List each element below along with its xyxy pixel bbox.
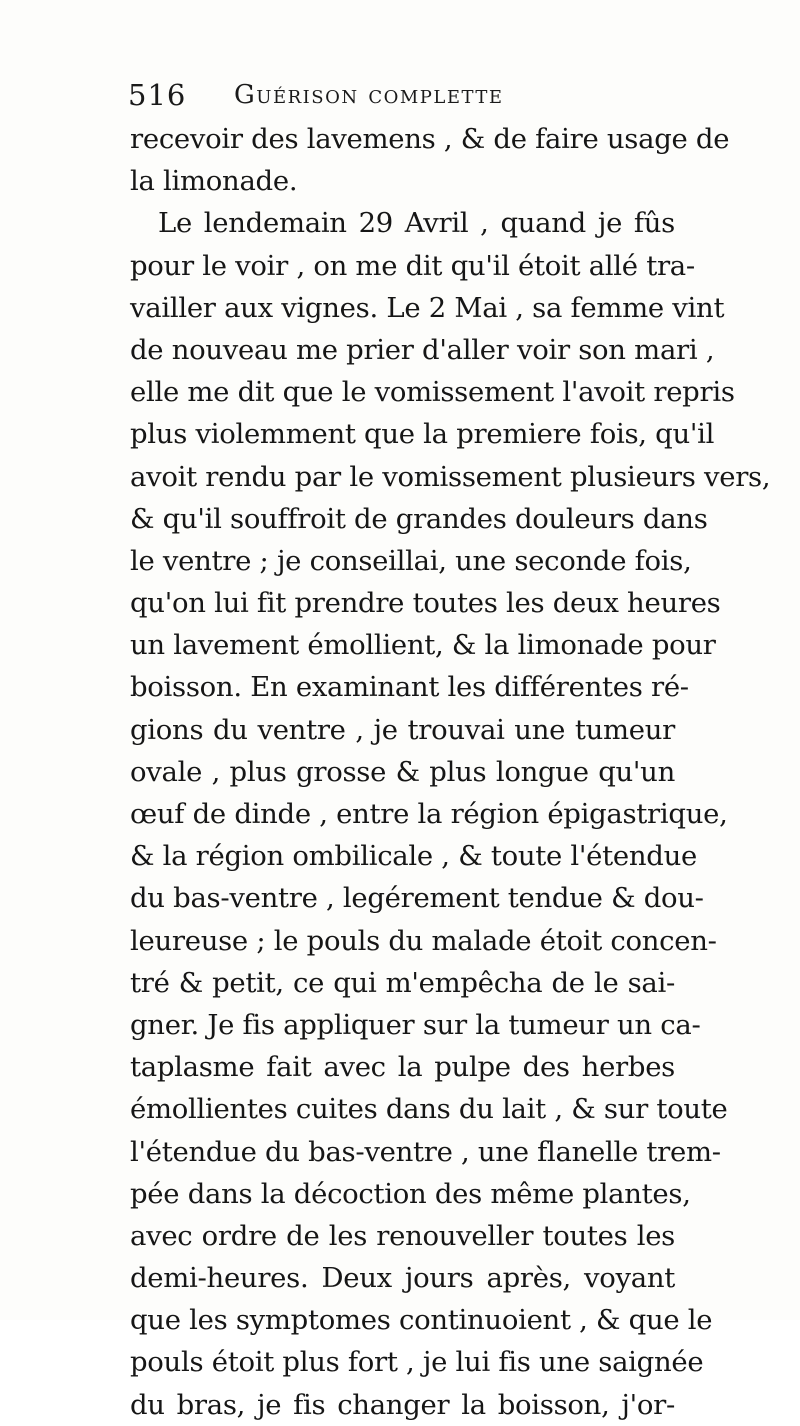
text-line: du bas-ventre , legérement tendue & dou-: [130, 882, 704, 915]
text-line: elle me dit que le vomissement l'avoit repris: [130, 376, 735, 409]
text-line: demi-heures. Deux jours après, voyant: [130, 1262, 675, 1295]
text-line: un lavement émollient, & la limonade pour: [130, 629, 716, 662]
text-line: que les symptomes continuoient , & que le: [130, 1304, 713, 1337]
text-line: du bras, je fis changer la boisson, j'or-: [130, 1388, 675, 1421]
text-line: pouls étoit plus fort , je lui fis une saignée: [130, 1346, 704, 1379]
text-line: émollientes cuites dans du lait , & sur toute: [130, 1093, 728, 1126]
page-number: 516: [128, 78, 187, 112]
text-line: gner. Je fis appliquer sur la tumeur un ca-: [130, 1008, 701, 1041]
running-head: Guérison complette: [234, 80, 504, 110]
text-line: pée dans la décoction des même plantes,: [130, 1177, 691, 1210]
text-line: & qu'il souffroit de grandes douleurs dans: [130, 502, 708, 535]
text-line: vailler aux vignes. Le 2 Mai , sa femme vint: [130, 291, 725, 324]
text-line: taplasme fait avec la pulpe des herbes: [130, 1051, 675, 1084]
text-line: gions du ventre , je trouvai une tumeur: [130, 713, 675, 746]
text-line: Le lendemain 29 Avril , quand je fûs: [158, 207, 675, 240]
text-line: recevoir des lavemens , & de faire usage de: [130, 123, 730, 155]
text-line: l'étendue du bas-ventre , une flanelle trem-: [130, 1135, 721, 1168]
text-line: leureuse ; le pouls du malade étoit concen-: [130, 924, 717, 957]
text-line: le ventre ; je conseillai, une seconde fois,: [130, 544, 692, 577]
text-line: de nouveau me prier d'aller voir son mari ,: [130, 333, 715, 366]
page-header: [128, 78, 668, 120]
text-line: plus violemment que la premiere fois, qu'il: [130, 418, 715, 451]
text-line: œuf de dinde , entre la région épigastrique,: [130, 798, 728, 830]
text-line: pour le voir , on me dit qu'il étoit allé tra-: [130, 249, 695, 282]
text-line: avec ordre de les renouveller toutes les: [130, 1219, 675, 1252]
text-line: & la région ombilicale , & toute l'étendue: [130, 840, 697, 873]
text-line: avoit rendu par le vomissement plusieurs vers,: [130, 460, 771, 493]
text-line: ovale , plus grosse & plus longue qu'un: [130, 755, 675, 788]
body-text: [130, 118, 771, 1426]
text-line: tré & petit, ce qui m'empêcha de le sai-: [130, 966, 675, 999]
text-line: boisson. En examinant les différentes ré-: [130, 671, 689, 704]
text-line: qu'on lui fit prendre toutes les deux heures: [130, 587, 721, 620]
text-line: la limonade.: [130, 165, 298, 198]
